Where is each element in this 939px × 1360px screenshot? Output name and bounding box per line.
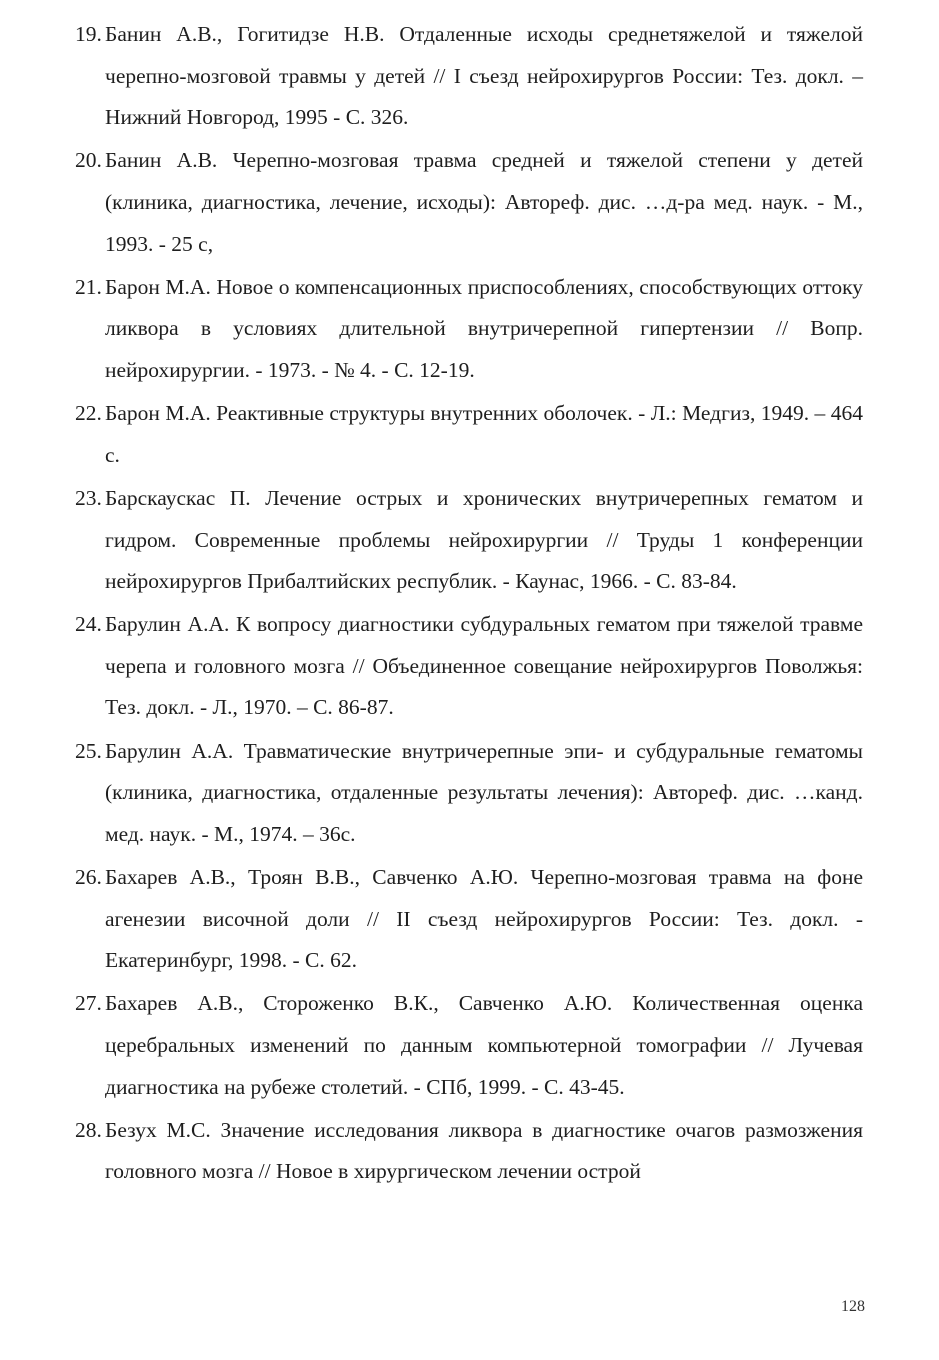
reference-item — [75, 478, 863, 603]
reference-item — [75, 267, 863, 392]
reference-text: Барскаускас П. Лечение острых и хронических внутричерепных гематом и гидром. Современные проблемы нейрохирургии // Труды 1 конференции нейрохирургов Прибалтийских республик. - Каунас, 1966. - С. 83-84. — [105, 485, 863, 594]
reference-text: Бахарев А.В., Стороженко В.К., Савченко А.Ю. Количественная оценка церебральных изменений по данным компьютерной томографии // Лучевая диагностика на рубеже столетий. - СПб, 1999. - С. 43-45. — [105, 991, 863, 1099]
reference-number: 21. — [75, 274, 102, 299]
reference-number: 19. — [75, 22, 102, 46]
reference-text: Барулин А.А. К вопросу диагностики субдуральных гематом при тяжелой травме черепа и головного мозга // Объединенное совещание нейрохирургов Поволжья: Тез. докл. - Л., 1970. – С. 86-87. — [105, 612, 863, 720]
reference-number: 26. — [75, 865, 102, 890]
reference-item — [75, 731, 863, 856]
reference-item — [75, 14, 863, 139]
reference-text: Барон М.А. Новое о компенсационных приспособлениях, способствующих оттоку ликвора в условиях длительной внутричерепной гипертензии // Вопр. нейрохирургии. - 1973. - № 4. - С. 12-19. — [105, 274, 863, 382]
reference-text: Безух М.С. Значение исследования ликвора в диагностике очагов размозжения головного мозга // Новое в хирургическом лечении острой — [105, 1117, 863, 1184]
reference-number: 28. — [75, 1117, 102, 1142]
reference-number: 22. — [75, 401, 102, 426]
reference-number: 24. — [75, 612, 102, 637]
reference-item — [75, 140, 863, 265]
reference-item — [75, 1110, 863, 1193]
reference-item — [75, 393, 863, 476]
reference-text: Банин А.В., Гогитидзе Н.В. Отдаленные исходы среднетяжелой и тяжелой черепно-мозговой травмы у детей // I съезд нейрохирургов России: Тез. докл. – Нижний Новгород, 1995 - С. 326. — [105, 22, 863, 130]
reference-text: Бахарев А.В., Троян В.В., Савченко А.Ю. Черепно-мозговая травма на фоне агенезии височной доли // II съезд нейрохирургов России: Тез. докл. - Екатеринбург, 1998. - С. 62. — [105, 865, 863, 973]
reference-text: Барулин А.А. Травматические внутричерепные эпи- и субдуральные гематомы (клиника, диагностика, отдаленные результаты лечения): Автореф. дис. …канд. мед. наук. - М., 1974. – 36с. — [105, 738, 863, 846]
reference-list — [75, 14, 863, 1195]
reference-item — [75, 604, 863, 729]
reference-number: 20. — [75, 148, 102, 173]
reference-text: Банин А.В. Черепно-мозговая травма средней и тяжелой степени у детей (клиника, диагностика, лечение, исходы): Автореф. дис. …д-ра мед. наук. - М., 1993. - 25 с, — [105, 148, 863, 256]
reference-number: 25. — [75, 738, 102, 763]
reference-item — [75, 857, 863, 982]
page-number: 128 — [841, 1298, 865, 1315]
reference-number: 27. — [75, 991, 102, 1016]
reference-number: 23. — [75, 485, 102, 510]
reference-item — [75, 983, 863, 1108]
reference-text: Барон М.А. Реактивные структуры внутренних оболочек. - Л.: Медгиз, 1949. – 464 с. — [105, 401, 863, 467]
